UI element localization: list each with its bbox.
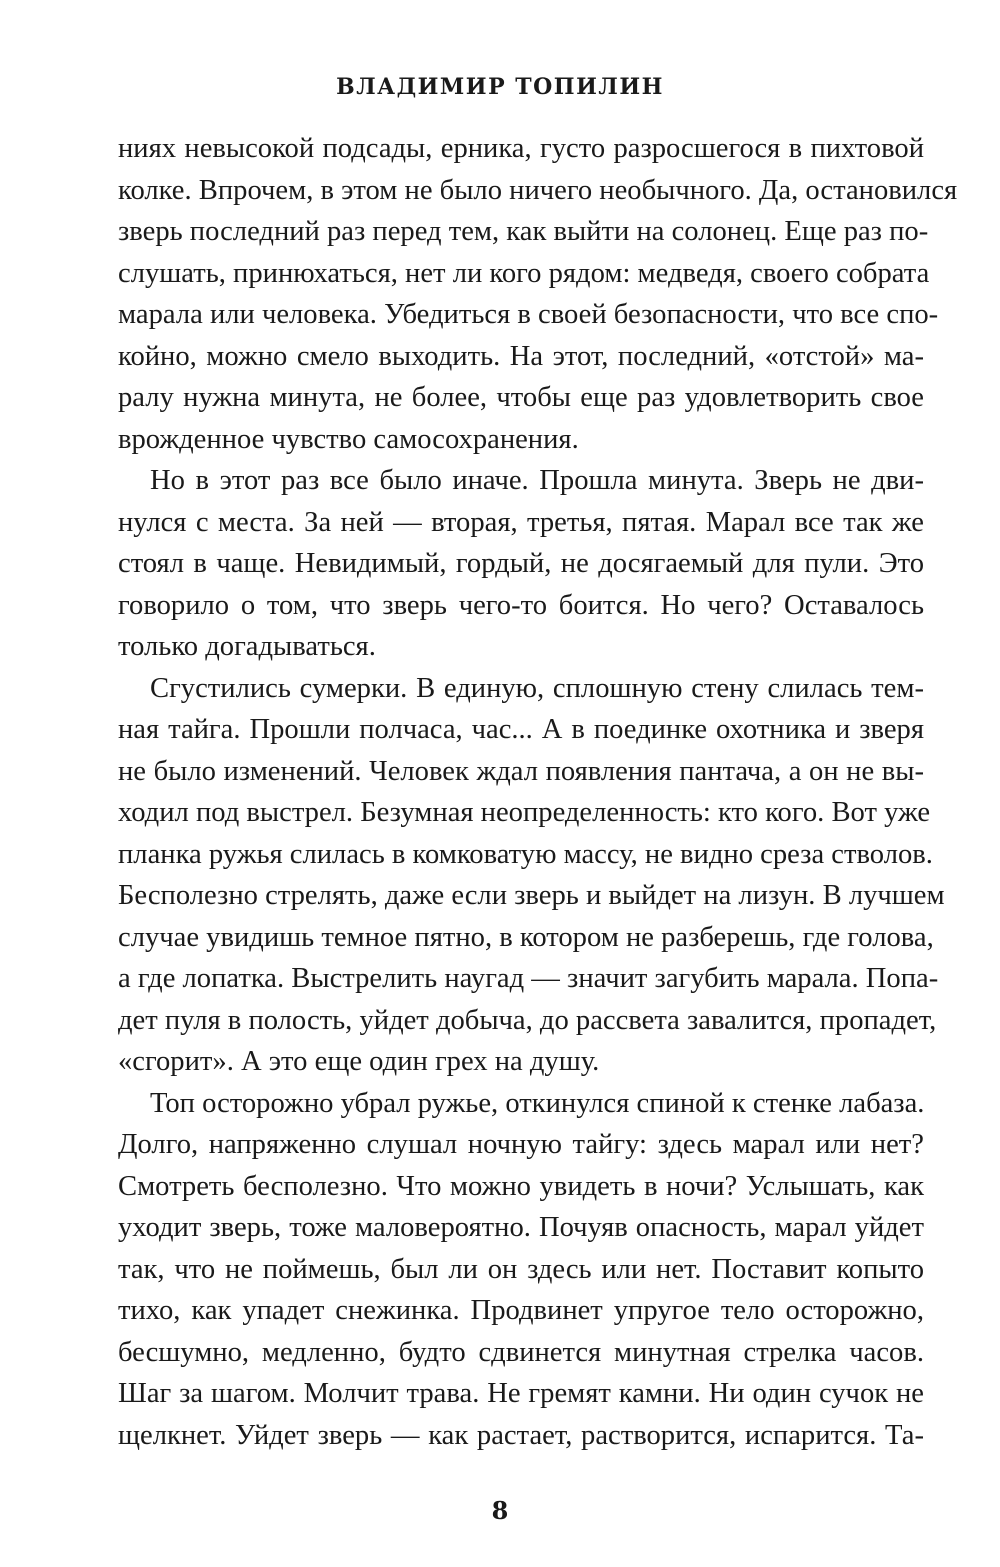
text-line: Топ осторожно убрал ружье, откинулся спиной к стенке лабаза. [150, 1087, 925, 1119]
text-line: «сгорит». А это еще один грех на душу. [118, 1046, 600, 1077]
text-line: а где лопатка. Выстрелить наугад — значит загубить марала. Попа- [118, 963, 939, 994]
text-line: нулся с места. За ней — вторая, третья, пятая. Марал все так же [118, 506, 924, 538]
body-text [118, 128, 958, 1456]
text-line: колке. Впрочем, в этом не было ничего необычного. Да, остановился [118, 174, 958, 206]
text-line: ралу нужна минута, не более, чтобы еще раз удовлетворить свое [118, 382, 924, 413]
text-line: Смотреть бесполезно. Что можно увидеть в ночи? Услышать, как [118, 1170, 924, 1202]
text-line: стоял в чаще. Невидимый, гордый, не досягаемый для пули. Это [118, 548, 924, 579]
text-line: Сгустились сумерки. В единую, сплошную стену слилась тем- [150, 672, 924, 704]
text-line: случае увидишь темное пятно, в котором не разберешь, где голова, [118, 921, 934, 953]
text-line: ная тайга. Прошли полчаса, час... А в поединке охотника и зверя [118, 714, 924, 745]
text-line: ниях невысокой подсады, ерника, густо разросшегося в пихтовой [118, 133, 924, 164]
text-line: ходил под выстрел. Безумная неопределенность: кто кого. Вот уже [118, 797, 931, 828]
text-line: зверь последний раз перед тем, как выйти на солонец. Еще раз по- [118, 216, 929, 247]
text-line: марала или человека. Убедиться в своей безопасности, что все спо- [118, 299, 939, 330]
text-line: говорило о том, что зверь чего-то боится. Но чего? Оставалось [118, 589, 924, 621]
text-line: щелкнет. Уйдет зверь — как растает, растворится, испарится. Та- [118, 1419, 924, 1451]
running-head-author: ВЛАДИМИР ТОПИЛИН [336, 74, 664, 100]
text-line: только догадываться. [118, 631, 376, 662]
text-line: врожденное чувство самосохранения. [118, 423, 579, 455]
text-line: так, что не поймешь, был ли он здесь или нет. Поставит копыто [118, 1253, 924, 1285]
text-line: койно, можно смело выходить. На этот, последний, «отстой» ма- [118, 340, 924, 372]
text-line: бесшумно, медленно, будто сдвинется минутная стрелка часов. [118, 1336, 924, 1368]
page-number: 8 [491, 1496, 509, 1525]
text-line: Но в этот раз все было иначе. Прошла минута. Зверь не дви- [150, 465, 924, 496]
text-line: дет пуля в полость, уйдет добыча, до рассвета завалится, пропадет, [118, 1004, 937, 1036]
text-line: уходит зверь, тоже маловероятно. Почуяв опасность, марал уйдет [118, 1212, 924, 1243]
text-line: не было изменений. Человек ждал появления пантача, а он не вы- [118, 755, 924, 787]
text-line: тихо, как упадет снежинка. Продвинет упругое тело осторожно, [118, 1295, 924, 1326]
text-line: слушать, принюхаться, нет ли кого рядом: медведя, своего собрата [118, 257, 930, 289]
text-line: Шаг за шагом. Молчит трава. Не гремят камни. Ни один сучок не [118, 1378, 924, 1409]
text-line: Бесполезно стрелять, даже если зверь и выйдет на лизун. В лучшем [118, 880, 945, 911]
text-line: Долго, напряженно слушал ночную тайгу: здесь марал или нет? [118, 1129, 924, 1160]
text-line: планка ружья слилась в комковатую массу, не видно среза стволов. [118, 838, 933, 870]
